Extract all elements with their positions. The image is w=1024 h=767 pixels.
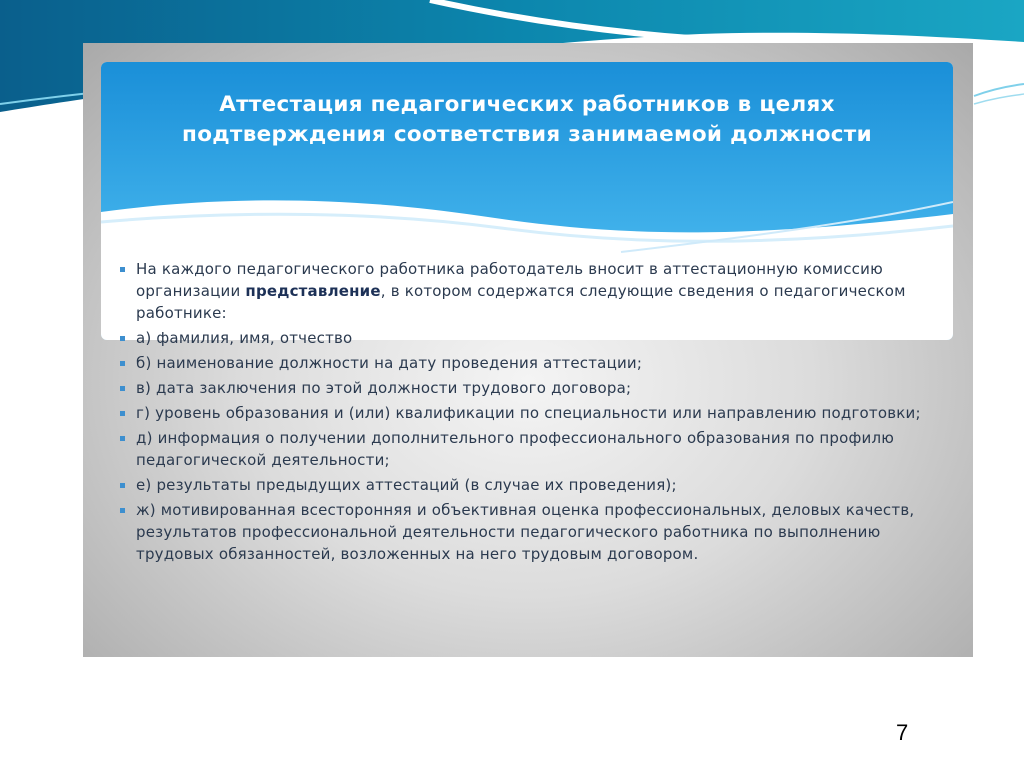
bullet-icon: [120, 386, 125, 391]
list-item-text: а) фамилия, имя, отчество: [136, 329, 353, 347]
list-item-intro: [118, 258, 958, 324]
intro-text-bold: представление: [245, 282, 381, 300]
bullet-icon: [120, 483, 125, 488]
list-item-a: [118, 327, 958, 349]
list-item-text: г) уровень образования и (или) квалификации по специальности или направлению подготовки;: [136, 404, 921, 422]
slide-title: Аттестация педагогических работников в целях подтверждения соответствия занимаемой должности: [182, 92, 872, 147]
list-item-d: [118, 427, 958, 471]
bullet-icon: [120, 411, 125, 416]
page-number: 7: [896, 720, 909, 745]
intro-text-after: , в котором содержатся следующие сведения о педагогическом работнике:: [136, 282, 906, 322]
list-item-text: д) информация о получении дополнительного профессионального образования по профилю педагогической деятельности;: [136, 429, 895, 469]
list-item-b: [118, 352, 958, 374]
list-item-e: [118, 474, 958, 496]
intro-text-before: На каждого педагогического работника работодатель вносит в аттестационную комиссию организации: [136, 260, 883, 300]
list-item-zh: [118, 499, 958, 565]
list-item-g: [118, 402, 958, 424]
bullet-icon: [120, 508, 125, 513]
list-item-text: е) результаты предыдущих аттестаций (в случае их проведения);: [136, 476, 677, 494]
list-item-text: в) дата заключения по этой должности трудового договора;: [136, 379, 632, 397]
list-item-v: [118, 377, 958, 399]
bullet-list: [118, 258, 958, 568]
bullet-icon: [120, 267, 125, 272]
bullet-icon: [120, 436, 125, 441]
bullet-icon: [120, 336, 125, 341]
list-item-text: ж) мотивированная всесторонняя и объективная оценка профессиональных, деловых качеств, результатов профессиональной деятельности педагогического работника по выполнению трудовых обязанностей, возложенных на него трудовым договором.: [136, 501, 915, 563]
list-item-text: б) наименование должности на дату проведения аттестации;: [136, 354, 643, 372]
bullet-icon: [120, 361, 125, 366]
